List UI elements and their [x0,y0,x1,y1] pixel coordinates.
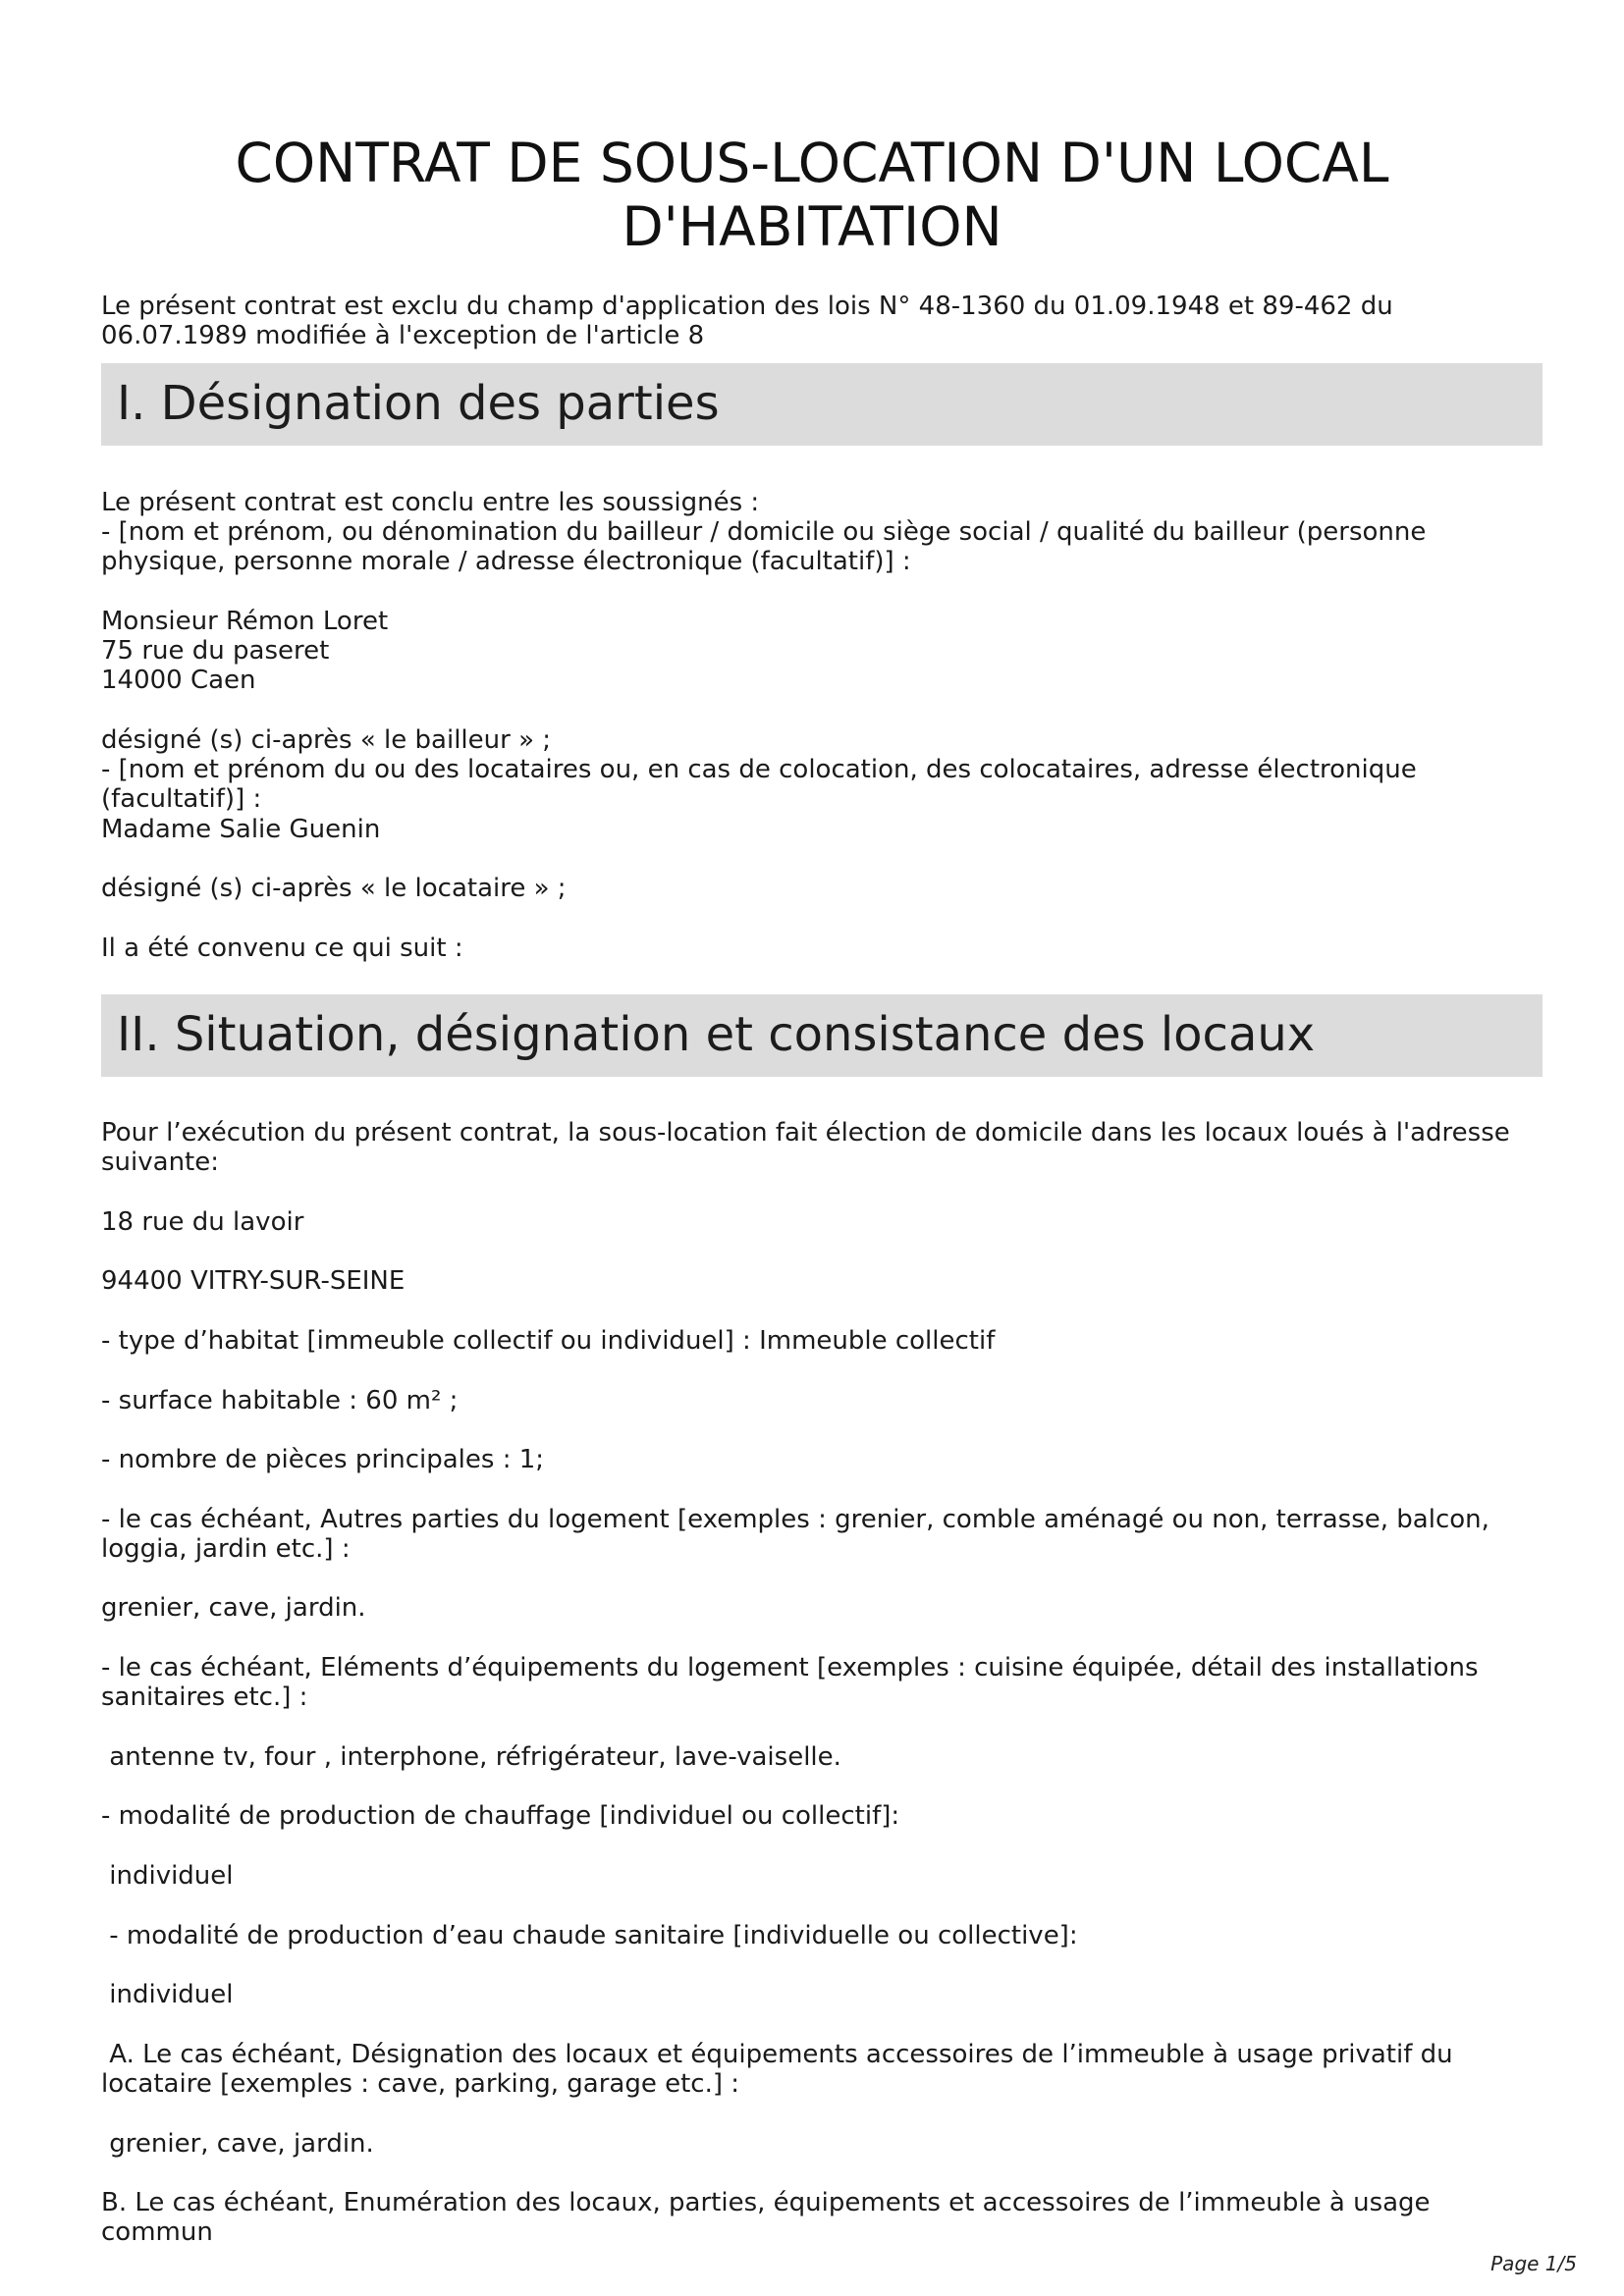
document-title-line1: CONTRAT DE SOUS-LOCATION D'UN LOCAL [235,132,1389,194]
equipment-value: antenne tv, four , interphone, réfrigérateur, lave-vaiselle. [101,1742,841,1772]
tenant-identity: Madame Salie Guenin [101,815,381,844]
private-premises-value: grenier, cave, jardin. [101,2129,374,2159]
intro-paragraph: Le présent contrat est exclu du champ d'application des lois N° 48-1360 du 01.09.1948 et 89-462 du 06.07.1989 modifiée à l'exception de l'article 8 [101,292,1401,350]
housing-type: - type d’habitat [immeuble collectif ou individuel] : Immeuble collectif [101,1326,996,1356]
parties-intro-paragraph: Le présent contrat est conclu entre les soussignés : - [nom et prénom, ou dénomination du bailleur / domicile ou siège social / qualité du bailleur (personne physique, personne morale / adresse électronique (facultatif)] : [101,488,1427,576]
document-title [98,132,1526,259]
other-parts-label: - le cas échéant, Autres parties du logement [exemples : grenier, comble aménagé ou non, terrasse, balcon, loggia, jardin etc.] : [101,1505,1498,1564]
living-area: - surface habitable : 60 m² ; [101,1386,459,1415]
agreement-paragraph: Il a été convenu ce qui suit : [101,934,463,963]
hot-water-label: - modalité de production d’eau chaude sanitaire [individuelle ou collective]: [101,1921,1078,1950]
hot-water-value: individuel [101,1980,234,2009]
document-title-line2: D'HABITATION [622,195,1002,258]
domicile-paragraph: Pour l’exécution du présent contrat, la sous-location fait élection de domicile dans les locaux loués à l'adresse suivante: [101,1118,1519,1177]
section-1-banner [101,363,1543,446]
address-city: 94400 VITRY-SUR-SEINE [101,1266,406,1296]
common-premises-label: B. Le cas échéant, Enumération des locaux, parties, équipements et accessoires de l’immeuble à usage commun [101,2188,1438,2247]
heating-value: individuel [101,1861,234,1891]
main-rooms-count: - nombre de pièces principales : 1; [101,1445,545,1474]
address-street: 18 rue du lavoir [101,1207,304,1237]
other-parts-value: grenier, cave, jardin. [101,1593,366,1623]
heating-label: - modalité de production de chauffage [individuel ou collectif]: [101,1801,900,1831]
section-1-heading: I. Désignation des parties [117,376,720,431]
tenant-designation-paragraph: désigné (s) ci-après « le locataire » ; [101,874,567,903]
page-number: Page 1/5 [1490,2252,1577,2275]
equipment-label: - le cas échéant, Eléments d’équipements du logement [exemples : cuisine équipée, détail des installations sanitaires etc.] : [101,1653,1487,1712]
section-2-heading: II. Situation, désignation et consistance des locaux [117,1007,1316,1062]
landlord-designation-paragraph: désigné (s) ci-après « le bailleur » ; - [nom et prénom du ou des locataires ou, en cas de colocation, des colocataires, adresse électronique (facultatif)] : [101,725,1417,814]
landlord-identity: Monsieur Rémon Loret 75 rue du paseret 14000 Caen [101,607,389,695]
section-2-banner [101,994,1543,1077]
private-premises-label: A. Le cas échéant, Désignation des locaux et équipements accessoires de l’immeuble à usage privatif du locataire [exemples : cave, parking, garage etc.] : [101,2040,1461,2099]
